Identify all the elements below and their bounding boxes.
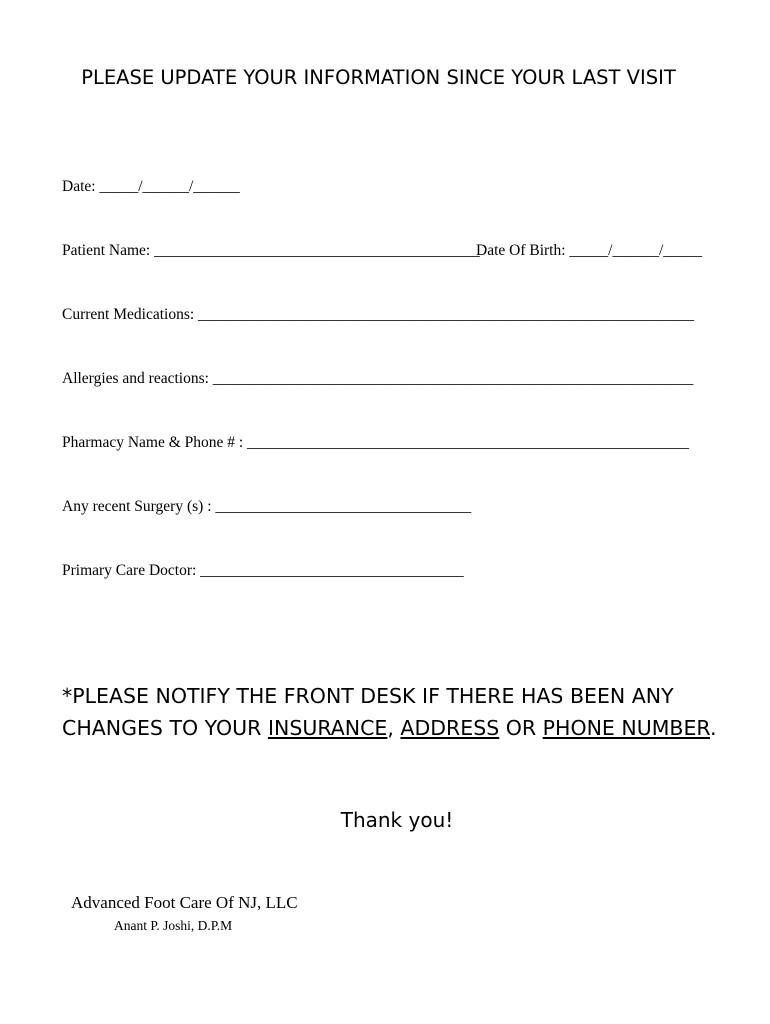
notice-insurance: INSURANCE xyxy=(267,716,388,740)
current-medications-field: Current Medications: ________________________________________________________________ xyxy=(62,306,695,323)
form-title: PLEASE UPDATE YOUR INFORMATION SINCE YOUR LAST VISIT xyxy=(81,66,676,89)
primary-care-doctor-field: Primary Care Doctor: __________________________________ xyxy=(62,562,464,579)
notice-or: OR xyxy=(499,716,543,740)
front-desk-notice xyxy=(62,680,716,744)
notice-address: ADDRESS xyxy=(400,716,500,740)
notice-line-2 xyxy=(62,712,716,744)
date-field: Date: _____/______/______ xyxy=(62,178,240,195)
date-of-birth-field: Date Of Birth: _____/______/_____ xyxy=(476,242,703,259)
recent-surgery-field: Any recent Surgery (s) : _________________________________ xyxy=(62,498,472,515)
pharmacy-field: Pharmacy Name & Phone # : _________________________________________________________ xyxy=(62,434,689,451)
notice-line-1: *PLEASE NOTIFY THE FRONT DESK IF THERE HAS BEEN ANY xyxy=(62,684,674,708)
notice-phone-number: PHONE NUMBER xyxy=(542,716,710,740)
practice-name: Advanced Foot Care Of NJ, LLC xyxy=(71,893,298,912)
patient-name-field: Patient Name: __________________________________________ xyxy=(62,242,480,259)
allergies-field: Allergies and reactions: ______________________________________________________________ xyxy=(62,370,694,387)
doctor-name: Anant P. Joshi, D.P.M xyxy=(114,918,233,933)
notice-period: . xyxy=(709,716,717,740)
notice-line-2-prefix: CHANGES TO YOUR xyxy=(62,716,268,740)
notice-comma: , xyxy=(387,716,401,740)
thank-you-text: Thank you! xyxy=(340,808,454,832)
